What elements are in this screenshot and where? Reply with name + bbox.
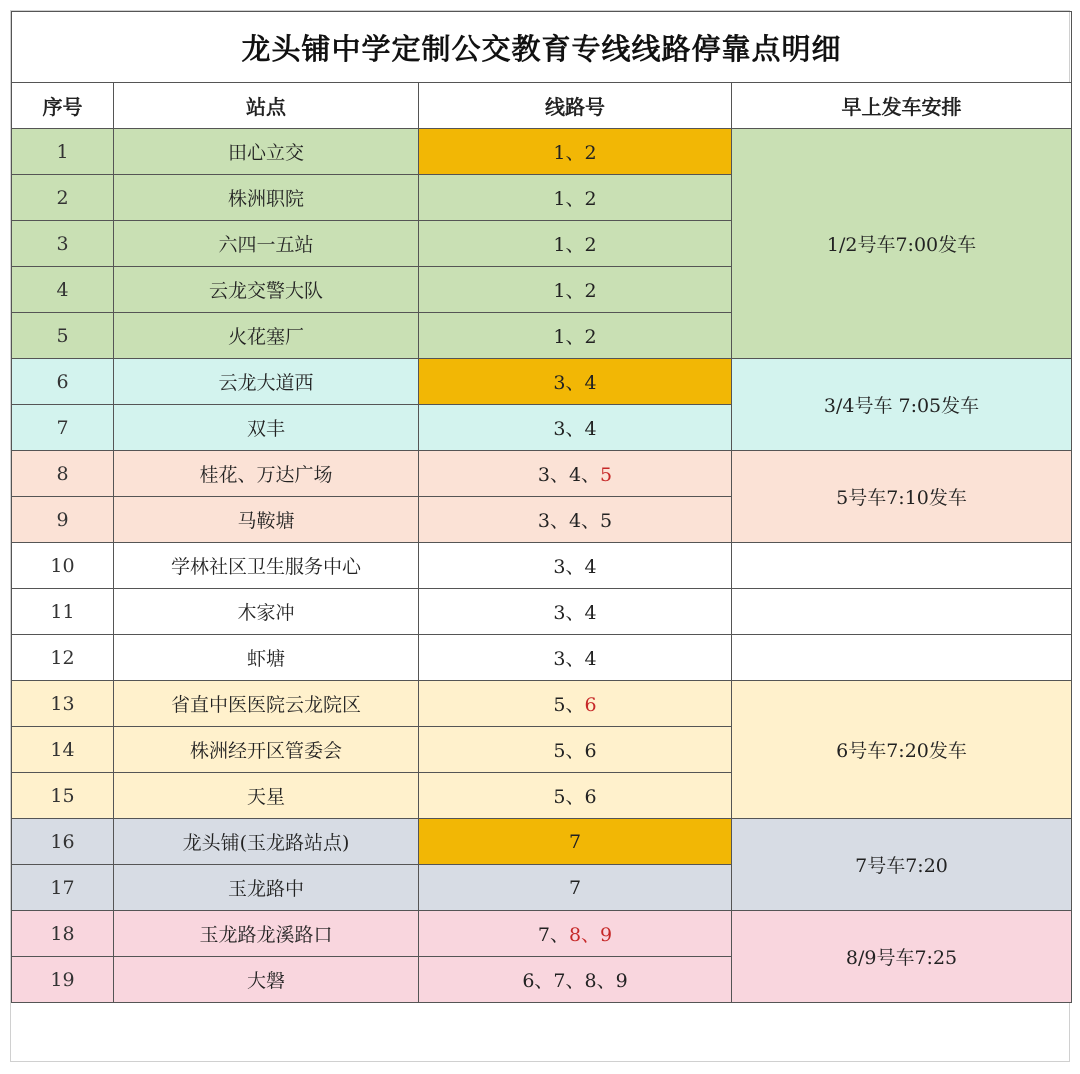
- schedule-cell: 8/9号车7:25: [732, 911, 1072, 1003]
- row-index: 17: [12, 865, 114, 911]
- route-segment: 3、4: [553, 372, 597, 394]
- row-index: 11: [12, 589, 114, 635]
- table-row: [12, 589, 1072, 635]
- stop-name: 天星: [114, 773, 419, 819]
- stop-name: 株洲职院: [114, 175, 419, 221]
- route-numbers: [419, 727, 732, 773]
- stop-name: 省直中医医院云龙院区: [114, 681, 419, 727]
- stop-name: 虾塘: [114, 635, 419, 681]
- table-row: [12, 451, 1072, 497]
- schedule-cell: 1/2号车7:00发车: [732, 129, 1072, 359]
- route-numbers: [419, 359, 732, 405]
- route-segment: 6: [584, 694, 597, 716]
- row-index: 7: [12, 405, 114, 451]
- header-schedule: 早上发车安排: [732, 83, 1072, 129]
- route-numbers: [419, 957, 732, 1003]
- stop-name: 双丰: [114, 405, 419, 451]
- stop-name: 龙头铺(玉龙路站点): [114, 819, 419, 865]
- route-numbers: [419, 911, 732, 957]
- stop-name: 云龙大道西: [114, 359, 419, 405]
- stop-name: 大磐: [114, 957, 419, 1003]
- schedule-cell: 7号车7:20: [732, 819, 1072, 911]
- stop-name: 玉龙路龙溪路口: [114, 911, 419, 957]
- row-index: 5: [12, 313, 114, 359]
- row-index: 13: [12, 681, 114, 727]
- stop-name: 木家冲: [114, 589, 419, 635]
- route-segment: 3、4、5: [537, 510, 613, 532]
- route-segment: 1、2: [553, 280, 597, 302]
- row-index: 19: [12, 957, 114, 1003]
- route-numbers: [419, 129, 732, 175]
- row-index: 12: [12, 635, 114, 681]
- table-row: [12, 543, 1072, 589]
- bus-stop-table: [11, 11, 1072, 1003]
- route-numbers: [419, 681, 732, 727]
- route-segment: 1、2: [553, 234, 597, 256]
- header-stop: 站点: [114, 83, 419, 129]
- route-numbers: [419, 221, 732, 267]
- route-segment: 5、: [553, 694, 585, 716]
- route-segment: 7: [568, 830, 582, 853]
- route-numbers: [419, 313, 732, 359]
- row-index: 10: [12, 543, 114, 589]
- stop-name: 田心立交: [114, 129, 419, 175]
- schedule-cell: [732, 635, 1072, 681]
- route-segment: 3、4、: [537, 464, 601, 486]
- table-row: [12, 681, 1072, 727]
- row-index: 14: [12, 727, 114, 773]
- schedule-cell: 3/4号车 7:05发车: [732, 359, 1072, 451]
- route-numbers: [419, 405, 732, 451]
- schedule-cell: [732, 543, 1072, 589]
- route-numbers: [419, 451, 732, 497]
- schedule-cell: 6号车7:20发车: [732, 681, 1072, 819]
- route-segment: 8、9: [568, 924, 613, 946]
- route-numbers: [419, 497, 732, 543]
- route-numbers: [419, 589, 732, 635]
- route-segment: 1、2: [553, 326, 597, 348]
- route-segment: 5: [600, 464, 613, 486]
- route-segment: 7、: [537, 924, 569, 946]
- table-row: [12, 819, 1072, 865]
- route-segment: 1、2: [553, 188, 597, 210]
- route-segment: 3、4: [553, 648, 597, 670]
- stop-name: 桂花、万达广场: [114, 451, 419, 497]
- row-index: 9: [12, 497, 114, 543]
- stop-name: 玉龙路中: [114, 865, 419, 911]
- route-numbers: [419, 635, 732, 681]
- table-row: [12, 911, 1072, 957]
- route-segment: 6、7、8、9: [522, 970, 628, 992]
- stop-name: 株洲经开区管委会: [114, 727, 419, 773]
- route-segment: 3、4: [553, 418, 597, 440]
- stop-name: 马鞍塘: [114, 497, 419, 543]
- table-row: [12, 635, 1072, 681]
- page-title: 龙头铺中学定制公交教育专线线路停靠点明细: [12, 12, 1072, 83]
- row-index: 8: [12, 451, 114, 497]
- table-row: [12, 359, 1072, 405]
- stop-name: 火花塞厂: [114, 313, 419, 359]
- document-frame: [10, 10, 1070, 1062]
- route-numbers: [419, 773, 732, 819]
- route-segment: 7: [568, 876, 582, 899]
- route-numbers: [419, 543, 732, 589]
- row-index: 16: [12, 819, 114, 865]
- route-segment: 3、4: [553, 602, 597, 624]
- table-row: [12, 129, 1072, 175]
- row-index: 15: [12, 773, 114, 819]
- schedule-cell: 5号车7:10发车: [732, 451, 1072, 543]
- route-numbers: [419, 865, 732, 911]
- stop-name: 六四一五站: [114, 221, 419, 267]
- row-index: 1: [12, 129, 114, 175]
- row-index: 18: [12, 911, 114, 957]
- schedule-cell: [732, 589, 1072, 635]
- header-index: 序号: [12, 83, 114, 129]
- row-index: 6: [12, 359, 114, 405]
- route-segment: 5、6: [553, 740, 597, 762]
- route-segment: 3、4: [553, 556, 597, 578]
- row-index: 4: [12, 267, 114, 313]
- row-index: 3: [12, 221, 114, 267]
- stop-name: 学林社区卫生服务中心: [114, 543, 419, 589]
- route-numbers: [419, 819, 732, 865]
- row-index: 2: [12, 175, 114, 221]
- route-segment: 1、2: [553, 142, 597, 164]
- route-numbers: [419, 175, 732, 221]
- route-segment: 5、6: [553, 786, 597, 808]
- header-route: 线路号: [419, 83, 732, 129]
- stop-name: 云龙交警大队: [114, 267, 419, 313]
- route-numbers: [419, 267, 732, 313]
